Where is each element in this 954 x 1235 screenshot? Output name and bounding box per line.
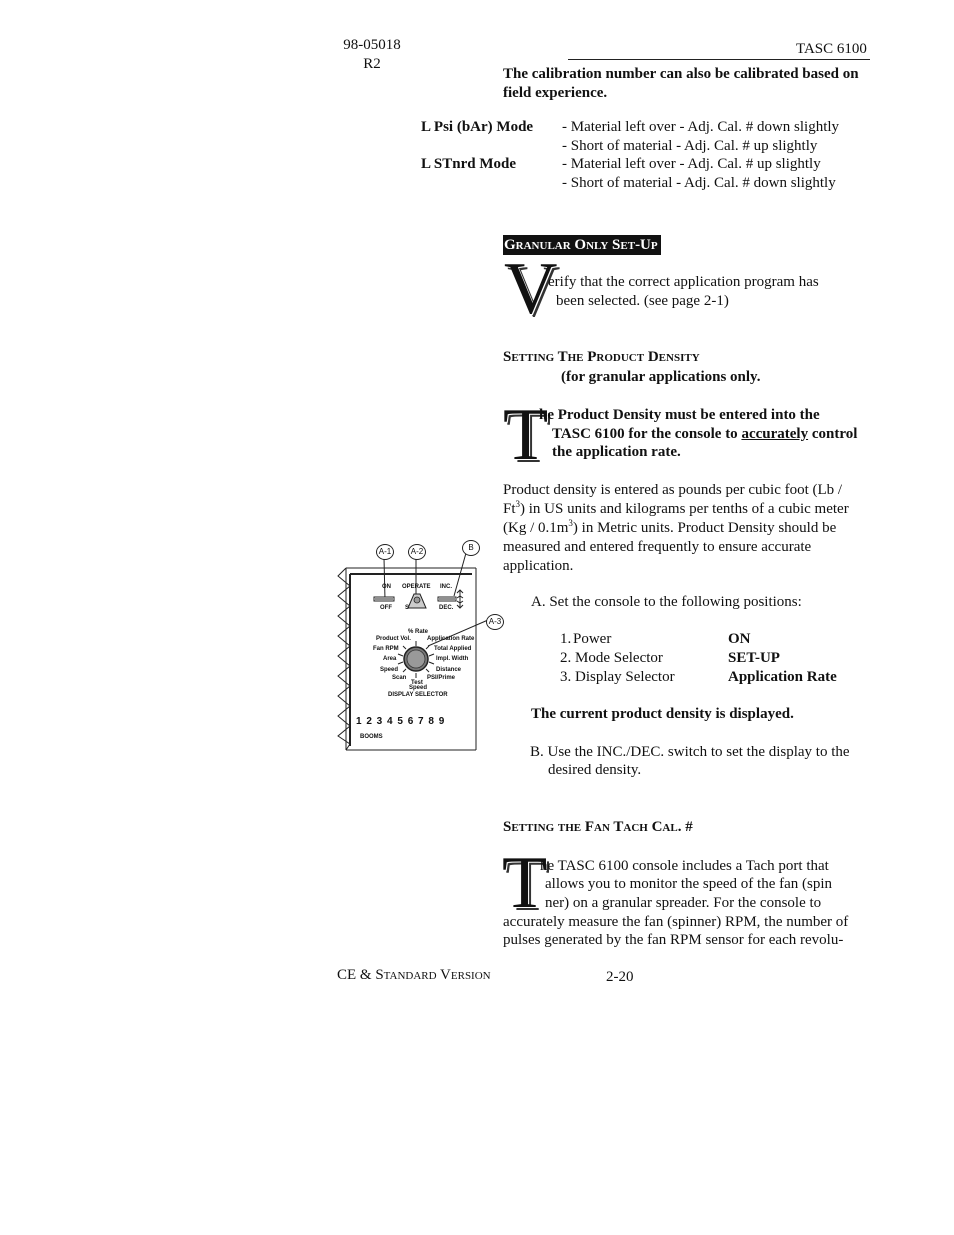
selector-label-psi-prime: PSI/Prime (427, 675, 456, 681)
doc-number: 98-05018 (343, 37, 401, 53)
selector-label-test-speed: Speed (409, 685, 428, 691)
display-selector-title: DISPLAY SELECTOR (388, 692, 448, 698)
density-para-line: application. (503, 558, 574, 574)
dropcap-t-fan: T (502, 842, 548, 924)
switch-label-inc: INC. (440, 584, 452, 590)
footer-version: CE & Standard Version (337, 967, 491, 983)
mode-stnrd-line: - Material left over - Adj. Cal. # up slightly (562, 156, 821, 172)
selector-label-app-rate: Application Rate (427, 636, 475, 642)
product-name: TASC 6100 (796, 41, 867, 57)
setting-name: Power (573, 631, 612, 647)
console-figure (336, 538, 506, 758)
step-b-line-2: desired density. (548, 762, 642, 778)
setting-number: 2. (560, 650, 572, 666)
fan-line-2: allows you to monitor the speed of the fan (spin (545, 876, 833, 892)
dropcap-t-density: T (503, 394, 549, 476)
setting-name: Mode Selector (575, 650, 663, 666)
callout-a3: A-3 (486, 614, 504, 630)
setting-name: Display Selector (575, 669, 675, 685)
density-bold-text: control (808, 426, 858, 442)
fan-heading: Setting the Fan Tach Cal. # (503, 819, 693, 835)
selector-label-speed: Speed (380, 667, 399, 673)
switch-label-s: S (405, 605, 410, 611)
fan-line-1: he TASC 6100 console includes a Tach port that (540, 858, 829, 874)
density-para-line: Product density is entered as pounds per cubic foot (Lb / (503, 482, 843, 498)
setting-number: 3. (560, 669, 572, 685)
density-para-line: Ft$^3$) in US units and kilograms per tenths of a cubic meter (503, 499, 849, 517)
density-bold-text: TASC 6100 for the console to (552, 426, 742, 442)
setting-value: ON (728, 631, 751, 647)
switch-label-off: OFF (380, 605, 392, 611)
header-rule (568, 59, 870, 60)
granular-heading: Granular Only Set-Up (503, 235, 661, 255)
selector-label-product-vol: Product Vol. (376, 636, 411, 642)
density-heading: Setting The Product Density (503, 349, 700, 365)
step-b-line-1: B. Use the INC./DEC. switch to set the display to the (530, 744, 850, 760)
setting-value: SET-UP (728, 650, 780, 666)
density-bold-underlined: accurately (741, 426, 809, 442)
dropcap-v: V (504, 248, 558, 330)
switch-label-operate: OPERATE (402, 584, 431, 590)
callout-a1: A-1 (376, 544, 394, 560)
boom-numbers: 1 2 3 4 5 6 7 8 9 (356, 716, 445, 727)
switch-label-on: ON (382, 584, 391, 590)
setting-value: Application Rate (728, 669, 837, 685)
intro-note: The calibration number can also be calibrated based on field experience. (503, 66, 859, 101)
density-para-line: $(Kg / 0.1m^3)$ in Metric units. Product Density should be (503, 518, 837, 536)
switch-label-dec: DEC. (439, 605, 454, 611)
revision: R2 (363, 56, 381, 72)
granular-line-1: erify that the correct application program has (548, 274, 819, 290)
mode-psi-line: - Short of material - Adj. Cal. # up slightly (562, 138, 818, 154)
density-bold-line-3: the application rate. (552, 444, 681, 460)
density-bold-line-2 (552, 425, 857, 444)
fan-line-5: pulses generated by the fan RPM sensor for each revolu- (503, 932, 844, 948)
setting-number: 1. (560, 631, 572, 647)
selector-label-test: Test (411, 680, 423, 686)
page-number: 2-20 (606, 969, 634, 985)
granular-line-2: been selected. (see page 2-1) (556, 293, 729, 309)
selector-label-total-applied: Total Applied (434, 646, 472, 652)
selector-label-scan: Scan (392, 675, 407, 681)
mode-psi-line: - Material left over - Adj. Cal. # down slightly (562, 119, 840, 135)
fan-line-4: accurately measure the fan (spinner) RPM, the number of (503, 914, 849, 930)
fan-line-3: ner) on a granular spreader. For the console to (545, 895, 822, 911)
callout-b: B (462, 540, 480, 556)
mode-label-stnrd: L STnrd Mode (421, 156, 517, 172)
density-subheading: (for granular applications only. (561, 369, 761, 385)
selector-label-fan-rpm: Fan RPM (373, 646, 399, 652)
selector-label-impl-width: Impl. Width (436, 656, 469, 662)
density-para-line: measured and entered frequently to ensure accurate (503, 539, 812, 555)
booms-label: BOOMS (360, 734, 383, 740)
density-bold-line-1: he Product Density must be entered into the (539, 407, 820, 423)
step-a: A. Set the console to the following positions: (531, 594, 802, 610)
callout-a2: A-2 (408, 544, 426, 560)
density-paragraph (503, 481, 875, 576)
selector-label-pct-rate: % Rate (408, 629, 429, 635)
selector-label-distance: Distance (436, 667, 462, 673)
displayed-note: The current product density is displayed. (531, 706, 794, 722)
mode-stnrd-line: - Short of material - Adj. Cal. # down slightly (562, 175, 836, 191)
selector-label-area: Area (383, 656, 397, 662)
mode-label-psi: L Psi (bAr) Mode (421, 119, 534, 135)
